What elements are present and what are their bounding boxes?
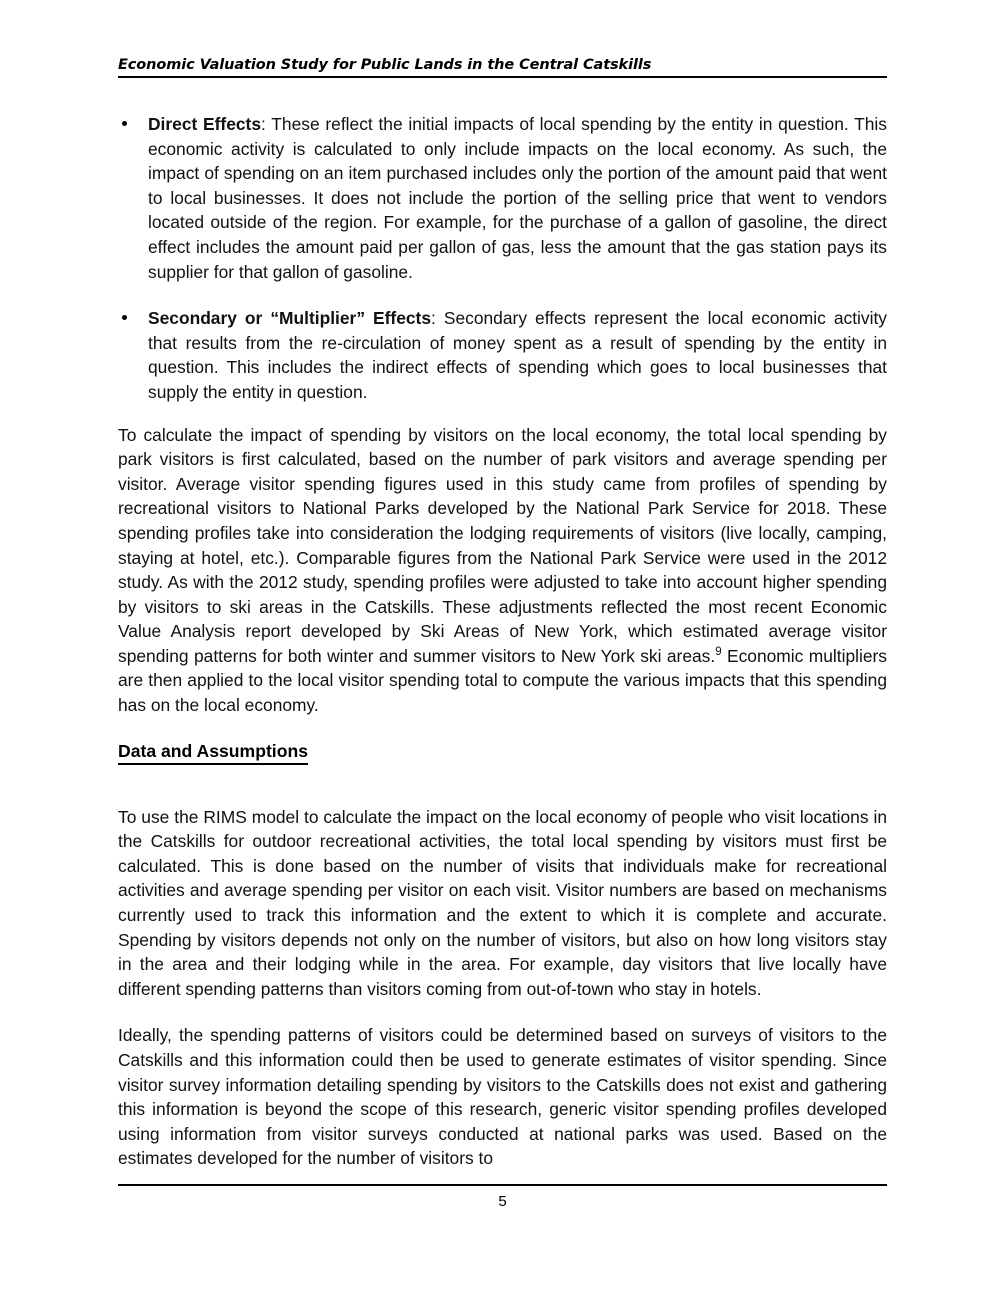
page-number: 5 xyxy=(498,1193,507,1210)
header-divider xyxy=(118,76,887,78)
page-content xyxy=(118,112,887,1171)
paragraph-text-part-2: Economic multipliers are then applied to the local visitor spending total to compute the various impacts that this spending has on the local economy. xyxy=(118,645,888,716)
bullet-text: Secondary effects represent the local economic activity that results from the re-circulation of money spent as a result of spending by the entity in question. This includes the indirect effects of spending which goes to local businesses that supply the entity in question. xyxy=(148,308,887,402)
footer-divider xyxy=(118,1184,887,1186)
paragraph-visitor-spending-method xyxy=(118,423,887,718)
bullet-lead-in: Secondary or “Multiplier” Effects xyxy=(148,308,432,329)
bullet-item-secondary-effects xyxy=(118,306,887,404)
paragraph-visitor-surveys: Ideally, the spending patterns of visitors could be determined based on surveys of visitors to the Catskills and this information could then be used to generate estimates of visitor spending. Since visitor survey information detailing spending by visitors to the Catskills does not exist and gathering this information is beyond the scope of this research, generic visitor spending profiles developed using information from visitor surveys conducted at national parks was used. Based on the estimates developed for the number of visitors to xyxy=(118,1025,887,1169)
paragraph-text-part-1: To calculate the impact of spending by visitors on the local economy, the total local spending by park visitors is first calculated, based on the number of park visitors and average spending per visitor. Average visitor spending figures used in this study came from profiles of spending by recreational visitors to National Parks developed by the National Park Service for 2018. These spending profiles take into consideration the lodging requirements of visitors (live locally, camping, staying at hotel, etc.). Comparable figures from the National Park Service were used in the 2012 study. As with the 2012 study, spending profiles were adjusted to take into account higher spending by visitors to ski areas in the Catskills. These adjustments reflected the most recent Economic Value Analysis report developed by Ski Areas of New York, which estimated average visitor spending patterns for both winter and summer visitors to New York ski areas. xyxy=(118,424,887,666)
bullet-item-direct-effects xyxy=(118,112,887,284)
bullet-separator: : xyxy=(261,114,272,134)
section-heading-data-and-assumptions: Data and Assumptions xyxy=(118,740,308,765)
page-header xyxy=(118,56,887,78)
bullet-separator: : xyxy=(431,308,444,329)
section-heading-wrapper xyxy=(118,740,887,785)
bullet-lead-in: Direct Effects xyxy=(148,114,262,134)
header-title: Economic Valuation Study for Public Lands in the Central Catskills xyxy=(118,57,652,73)
paragraph-rims-model: To use the RIMS model to calculate the impact on the local economy of people who visit locations in the Catskills for outdoor recreational activities, the total local spending by visitors must first be calculated. This is done based on the number of visits that individuals make for recreational activities and average spending per visitor on each visit. Visitor numbers are based on mechanisms currently used to track this information and the extent to which it is complete and accurate. Spending by visitors depends not only on the number of visitors, but also on how long visitors stay in the area and their lodging while in the area. For example, day visitors that live locally have different spending patterns than visitors coming from out-of-town who stay in hotels. xyxy=(118,806,887,999)
footnote-reference-9[interactable]: 9 xyxy=(715,646,722,659)
bullet-text: These reflect the initial impacts of local spending by the entity in question. This economic activity is calculated to only include impacts on the local economy. As such, the impact of spending on an item purchased includes only the portion of the amount paid that went to local businesses. It does not include the portion of the selling price that went to vendors located outside of the region. For example, for the purchase of a gallon of gasoline, the direct effect includes the amount paid per gallon of gas, less the amount that the gas station pays its supplier for that gallon of gasoline. xyxy=(148,114,887,282)
page-footer xyxy=(118,1184,887,1212)
effects-bullet-list xyxy=(118,112,887,405)
